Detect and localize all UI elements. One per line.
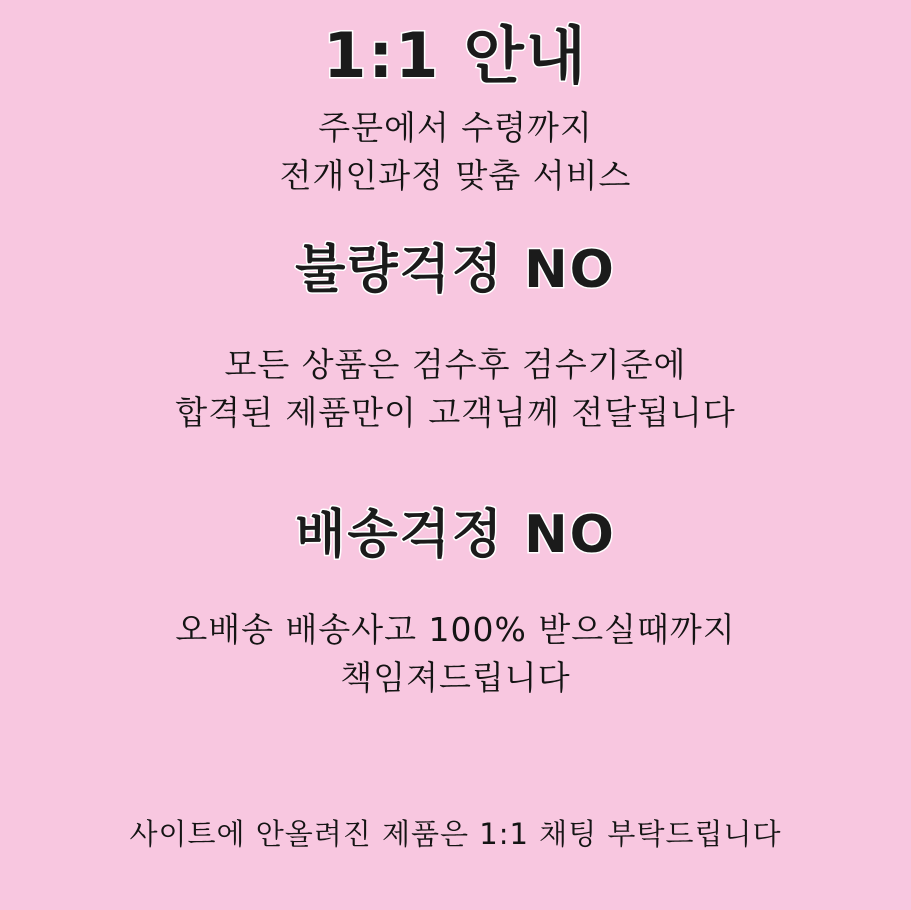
- quality-line-2: 합격된 제품만이 고객님께 전달됩니다: [175, 392, 736, 432]
- quality-heading: 불량걱정 NO: [295, 239, 616, 300]
- intro-text: [0, 104, 911, 200]
- delivery-heading-block: [0, 504, 911, 565]
- quality-heading-block: [0, 239, 911, 300]
- quality-line-1: 모든 상품은 검수후 검수기준에: [224, 345, 687, 385]
- page-title: 1:1 안내: [323, 19, 588, 92]
- footer-note: 사이트에 안올려진 제품은 1:1 채팅 부탁드립니다: [129, 816, 782, 851]
- intro-line-2: 전개인과정 맞춤 서비스: [279, 156, 632, 196]
- title-block: [0, 19, 911, 104]
- delivery-line-2: 책임져드립니다: [340, 657, 571, 697]
- delivery-heading: 배송걱정 NO: [295, 504, 616, 565]
- intro-line-1: 주문에서 수령까지: [318, 108, 593, 148]
- delivery-line-1: 오배송 배송사고 100% 받으실때까지: [175, 609, 736, 649]
- delivery-text: [0, 606, 911, 702]
- quality-text: [0, 341, 911, 437]
